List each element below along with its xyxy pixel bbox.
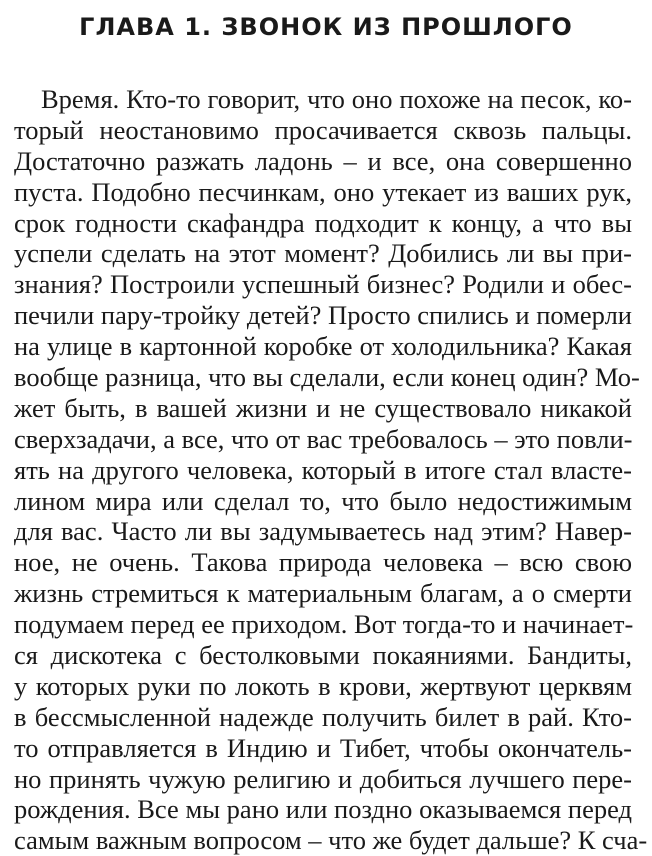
text-line: лином мира или сделал то, что было недостижимым bbox=[14, 485, 632, 516]
text-line: жет быть, в вашей жизни и не существовало никакой bbox=[14, 392, 632, 423]
text-line: жизнь стремиться к материальным благам, а о смерти bbox=[14, 578, 632, 609]
text-line: ное, не очень. Такова природа человека – всю свою bbox=[14, 547, 632, 578]
text-line: сверхзадачи, а все, что от вас требовалось – это повли- bbox=[14, 423, 633, 454]
text-line: Время. Кто-то говорит, что оно похоже на песок, ко- bbox=[41, 84, 632, 114]
text-line: ся дискотека с бестолковыми покаяниями. Бандиты, bbox=[14, 640, 632, 671]
text-line: торый неостановимо просачивается сквозь пальцы. bbox=[14, 114, 632, 145]
text-line: пуста. Подобно песчинкам, оно утекает из ваших рук, bbox=[14, 176, 632, 207]
text-line: самым важным вопросом – что же будет дальше? К сча- bbox=[14, 825, 648, 856]
text-line: срок годности скафандра подходит к концу, а что вы bbox=[14, 207, 632, 238]
chapter-title: ГЛАВА 1. ЗВОНОК ИЗ ПРОШЛОГО bbox=[79, 13, 573, 41]
text-line: рождения. Все мы рано или поздно оказываемся перед bbox=[14, 794, 632, 825]
text-line: вообще разница, что вы сделали, если конец один? Мо- bbox=[14, 362, 640, 393]
text-line: успели сделать на этот момент? Добились ли вы при- bbox=[14, 238, 632, 269]
text-line: знания? Построили успешный бизнес? Родили и обес- bbox=[14, 269, 632, 300]
text-line: в бессмысленной надежде получить билет в рай. Кто- bbox=[14, 701, 632, 732]
text-line: у которых руки по локоть в крови, жертвуют церквям bbox=[14, 670, 632, 701]
body-text bbox=[14, 84, 648, 856]
text-line: для вас. Часто ли вы задумываетесь над этим? Навер- bbox=[14, 516, 632, 547]
text-line: на улице в картонной коробке от холодильника? Какая bbox=[14, 331, 632, 362]
text-line: печили пару-тройку детей? Просто спились и померли bbox=[14, 300, 632, 331]
text-line: ять на другого человека, который в итоге стал власте- bbox=[14, 454, 632, 485]
text-line: подумаем перед ее приходом. Вот тогда-то и начинает- bbox=[14, 609, 634, 640]
text-line: то отправляется в Индию и Тибет, чтобы окончатель- bbox=[14, 732, 632, 763]
text-line: но принять чужую религию и добиться лучшего пере- bbox=[14, 763, 632, 794]
text-line: Достаточно разжать ладонь – и все, она совершенно bbox=[14, 145, 632, 176]
